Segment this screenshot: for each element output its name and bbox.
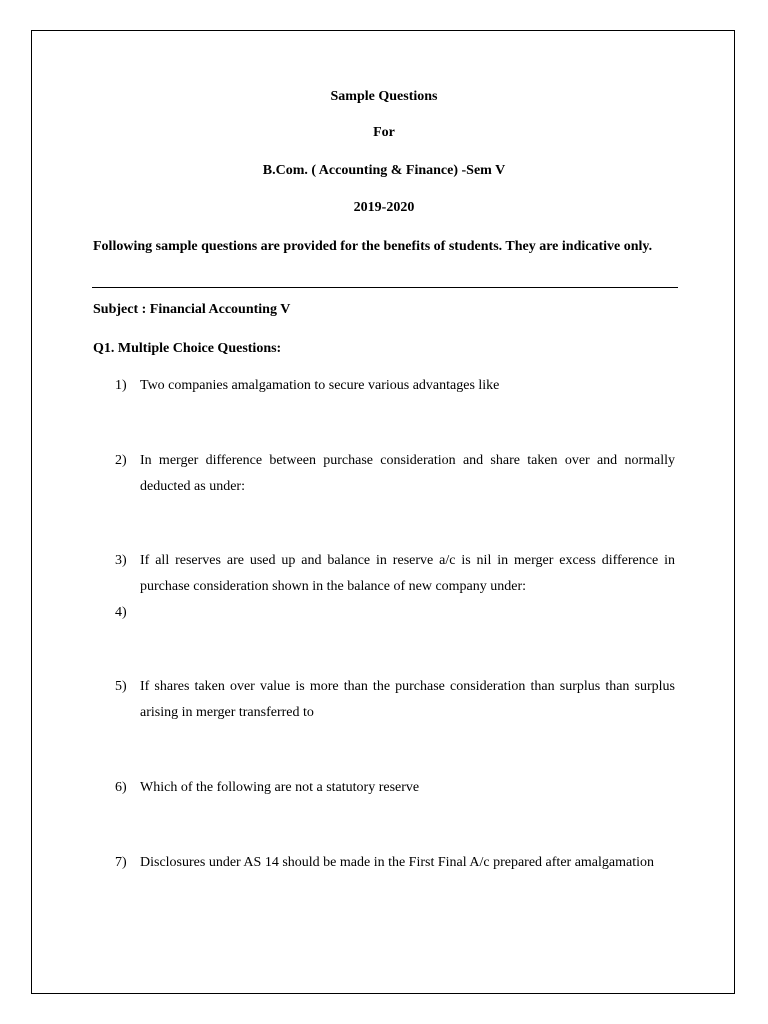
question-number: 4): [115, 605, 127, 620]
question-number: 3): [115, 553, 127, 568]
question-item: [115, 775, 675, 801]
question-text: Disclosures under AS 14 should be made in the First Final A/c prepared after amalgamation: [140, 855, 654, 870]
divider-rule: [92, 287, 678, 288]
question-text: In merger difference between purchase consideration and share taken over and normally deducted as under:: [140, 453, 675, 494]
year-line: 2019-2020: [353, 200, 415, 215]
question-number: 7): [115, 855, 127, 870]
question-text: If all reserves are used up and balance in reserve a/c is nil in merger excess difference in purchase consideration shown in the balance of new company under:: [140, 553, 675, 594]
intro-text: Following sample questions are provided for the benefits of students. They are indicative only.: [93, 239, 653, 254]
question-number: 6): [115, 780, 127, 795]
question-number: 1): [115, 378, 127, 393]
question-text: Which of the following are not a statutory reserve: [140, 780, 420, 795]
section-heading: Q1. Multiple Choice Questions:: [93, 341, 282, 356]
question-item: [115, 548, 675, 600]
question-item: [115, 373, 675, 399]
course-line: B.Com. ( Accounting & Finance) -Sem V: [262, 163, 506, 178]
question-text: If shares taken over value is more than the purchase consideration than surplus than surplus arising in merger transferred to: [140, 679, 675, 720]
for-line: For: [373, 125, 395, 140]
subject-line: Subject : Financial Accounting V: [93, 302, 291, 317]
question-item: [115, 674, 675, 726]
question-item: [115, 448, 675, 500]
question-text: Two companies amalgamation to secure various advantages like: [140, 378, 500, 393]
question-number: 5): [115, 679, 127, 694]
question-number: 2): [115, 453, 127, 468]
document-title: Sample Questions: [330, 89, 438, 104]
question-item: [115, 850, 675, 876]
